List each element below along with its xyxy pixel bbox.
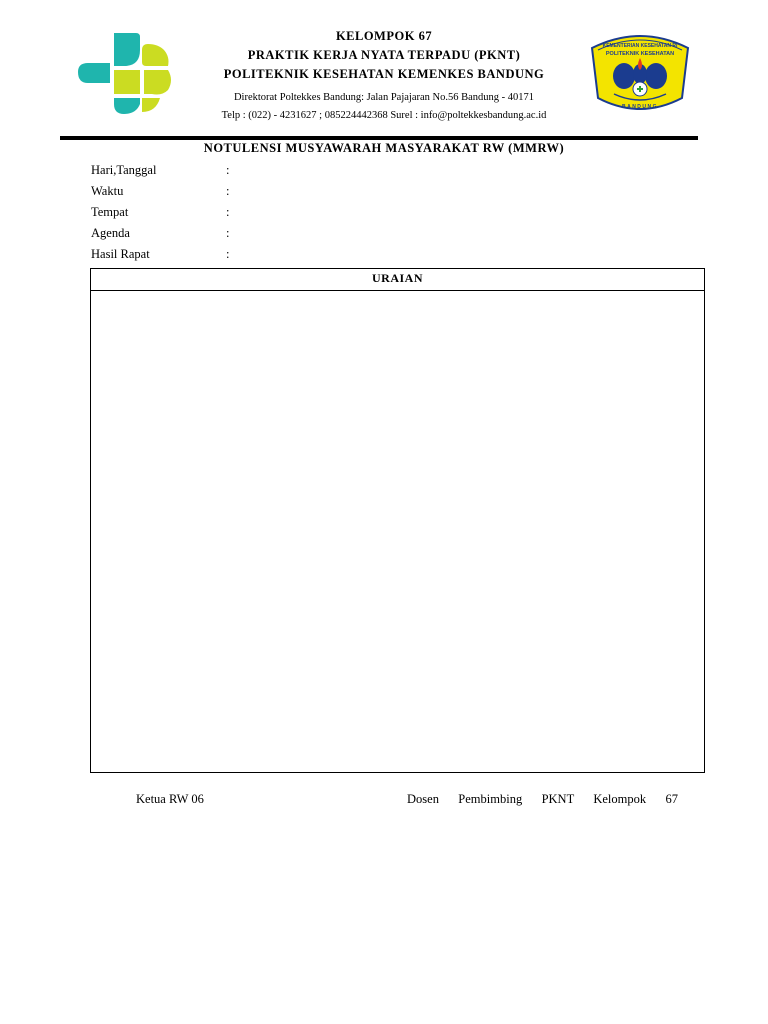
uraian-table xyxy=(90,268,705,773)
address-line: Direktorat Poltekkes Bandung: Jalan Pajajaran No.56 Bandung - 40171 xyxy=(233,92,535,103)
signature-ketua-rw: Ketua RW 06 xyxy=(136,792,204,806)
document-title: NOTULENSI MUSYAWARAH MASYARAKAT RW (MMRW) xyxy=(203,141,565,155)
field-separator: : xyxy=(226,163,230,177)
signature-dosen-pembimbing: Dosen Pembimbing PKNT Kelompok 67 xyxy=(407,792,678,806)
field-separator: : xyxy=(226,226,230,240)
letterhead xyxy=(180,27,588,125)
group-title: KELOMPOK 67 xyxy=(335,29,433,43)
field-label: Hari,Tanggal xyxy=(91,163,157,177)
uraian-header: URAIAN xyxy=(91,269,704,291)
contact-line: Telp : (022) - 4231627 ; 085224442368 Surel : info@poltekkesbandung.ac.id xyxy=(221,110,547,121)
field-hari-tanggal[interactable] xyxy=(91,162,391,183)
field-label: Waktu xyxy=(91,184,124,198)
uraian-body[interactable] xyxy=(91,291,704,771)
field-label: Agenda xyxy=(91,226,130,240)
letterhead-divider xyxy=(60,136,698,140)
poltekkes-bandung-emblem-icon xyxy=(586,28,694,114)
field-hasil-rapat[interactable] xyxy=(91,246,391,267)
institution-title: POLITEKNIK KESEHATAN KEMENKES BANDUNG xyxy=(223,67,545,81)
field-waktu[interactable] xyxy=(91,183,391,204)
emblem-mid-text: POLITEKNIK KESEHATAN xyxy=(605,51,675,57)
field-separator: : xyxy=(226,184,230,198)
field-separator: : xyxy=(226,247,230,261)
emblem-bottom-text: BANDUNG xyxy=(621,104,659,110)
meeting-fields xyxy=(91,162,391,267)
kemenkes-logo-icon xyxy=(76,30,176,116)
program-title: PRAKTIK KERJA NYATA TERPADU (PKNT) xyxy=(247,48,521,62)
field-label: Hasil Rapat xyxy=(91,247,150,261)
field-separator: : xyxy=(226,205,230,219)
emblem-top-text: KEMENTERIAN KESEHATAN RI xyxy=(602,43,678,49)
field-tempat[interactable] xyxy=(91,204,391,225)
field-agenda[interactable] xyxy=(91,225,391,246)
field-label: Tempat xyxy=(91,205,129,219)
